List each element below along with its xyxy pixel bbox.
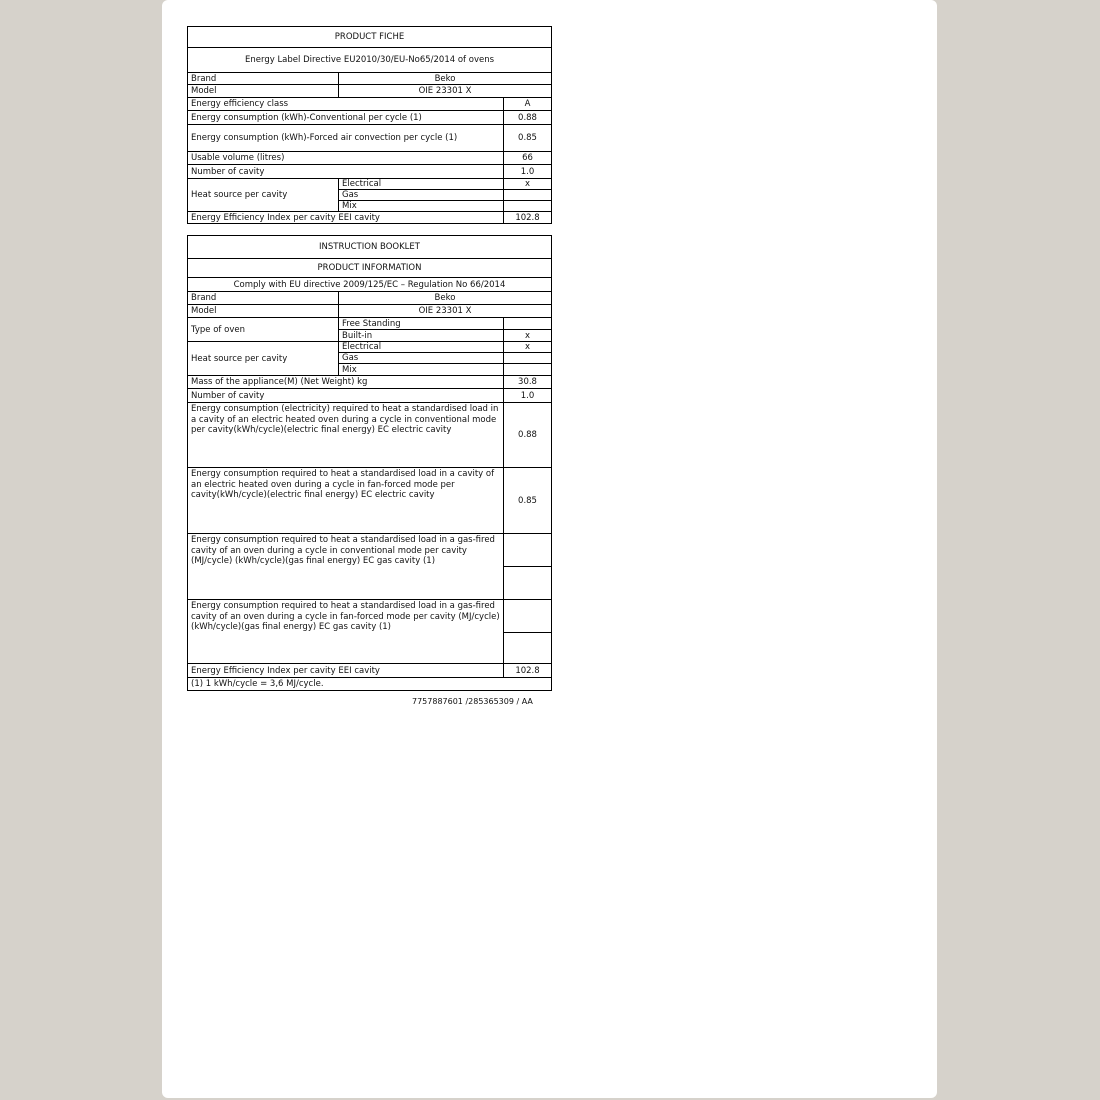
booklet-eei: 102.8: [504, 664, 552, 678]
document-code: 7757887601 /285365309 / AA: [412, 697, 533, 706]
fiche-electrical: x: [504, 179, 552, 190]
booklet-title: INSTRUCTION BOOKLET: [188, 236, 552, 259]
fiche-cavity-label: Number of cavity: [188, 165, 504, 179]
booklet-heat-label: Heat source per cavity: [188, 342, 339, 376]
booklet-note: (1) 1 kWh/cycle = 3,6 MJ/cycle.: [188, 678, 552, 691]
fiche-volume: 66: [504, 152, 552, 165]
fiche-title: PRODUCT FICHE: [188, 27, 552, 48]
fiche-eei: 102.8: [504, 212, 552, 224]
fiche-efficiency-class: A: [504, 98, 552, 111]
booklet-ec-gas-fan-label: Energy consumption required to heat a standardised load in a gas-fired cavity of an oven during a cycle in fan-forced mode per cavity (MJ/cycle) (kWh/cycle)(gas final energy) EC gas cavity (1): [188, 600, 504, 664]
booklet-eei-label: Energy Efficiency Index per cavity EEI cavity: [188, 664, 504, 678]
booklet-mass: 30.8: [504, 376, 552, 389]
fiche-gas-label: Gas: [339, 190, 504, 201]
booklet-mass-label: Mass of the appliance(M) (Net Weight) kg: [188, 376, 504, 389]
fiche-cavity: 1.0: [504, 165, 552, 179]
booklet-electrical-label: Electrical: [339, 342, 504, 353]
fiche-conv-label: Energy consumption (kWh)-Conventional per cycle (1): [188, 111, 504, 125]
fiche-heat-label: Heat source per cavity: [188, 179, 339, 212]
booklet-ec-gas-conv-mj: [504, 534, 552, 567]
booklet-brand-label: Brand: [188, 292, 339, 305]
fiche-model: OIE 23301 X: [339, 85, 552, 98]
booklet-ec-gas-conv-label: Energy consumption required to heat a standardised load in a gas-fired cavity of an oven during a cycle in conventional mode per cavity (MJ/cycle) (kWh/cycle)(gas final energy) EC gas cavity (1): [188, 534, 504, 600]
fiche-efficiency-class-label: Energy efficiency class: [188, 98, 504, 111]
booklet-free-value: [504, 318, 552, 330]
booklet-ec-elec-conv: 0.88: [504, 403, 552, 468]
booklet-brand: Beko: [339, 292, 552, 305]
fiche-brand-label: Brand: [188, 73, 339, 85]
booklet-ec-elec-conv-label: Energy consumption (electricity) required to heat a standardised load in a cavity of an electric heated oven during a cycle in conventional mode per cavity(kWh/cycle)(electric final energy) EC electric cavity: [188, 403, 504, 468]
document-page: [162, 0, 937, 1098]
product-fiche-table: [187, 26, 552, 224]
booklet-comply: Comply with EU directive 2009/125/EC – Regulation No 66/2014: [188, 278, 552, 292]
fiche-mix-label: Mix: [339, 201, 504, 212]
booklet-ec-elec-fan-label: Energy consumption required to heat a standardised load in a cavity of an electric heated oven during a cycle in fan-forced mode per cavity(kWh/cycle)(electric final energy) EC electric cavity: [188, 468, 504, 534]
booklet-builtin: x: [504, 330, 552, 342]
booklet-cavity: 1.0: [504, 389, 552, 403]
fiche-eei-label: Energy Efficiency Index per cavity EEI cavity: [188, 212, 504, 224]
fiche-electrical-label: Electrical: [339, 179, 504, 190]
fiche-brand: Beko: [339, 73, 552, 85]
booklet-gas-label: Gas: [339, 353, 504, 364]
fiche-gas-value: [504, 190, 552, 201]
booklet-subtitle: PRODUCT INFORMATION: [188, 259, 552, 278]
booklet-gas-value: [504, 353, 552, 364]
fiche-mix-value: [504, 201, 552, 212]
fiche-forced-label: Energy consumption (kWh)-Forced air convection per cycle (1): [188, 125, 504, 152]
booklet-mix-label: Mix: [339, 364, 504, 376]
booklet-electrical: x: [504, 342, 552, 353]
booklet-model-label: Model: [188, 305, 339, 318]
booklet-builtin-label: Built-in: [339, 330, 504, 342]
booklet-model: OIE 23301 X: [339, 305, 552, 318]
fiche-conv: 0.88: [504, 111, 552, 125]
booklet-ec-gas-fan-mj: [504, 600, 552, 633]
fiche-volume-label: Usable volume (litres): [188, 152, 504, 165]
booklet-ec-gas-conv-kwh: [504, 567, 552, 600]
booklet-mix-value: [504, 364, 552, 376]
fiche-forced: 0.85: [504, 125, 552, 152]
fiche-model-label: Model: [188, 85, 339, 98]
booklet-cavity-label: Number of cavity: [188, 389, 504, 403]
booklet-free-label: Free Standing: [339, 318, 504, 330]
booklet-type-label: Type of oven: [188, 318, 339, 342]
booklet-ec-gas-fan-kwh: [504, 633, 552, 664]
booklet-ec-elec-fan: 0.85: [504, 468, 552, 534]
fiche-directive: Energy Label Directive EU2010/30/EU-No65/2014 of ovens: [188, 48, 552, 73]
instruction-booklet-table: [187, 235, 552, 691]
